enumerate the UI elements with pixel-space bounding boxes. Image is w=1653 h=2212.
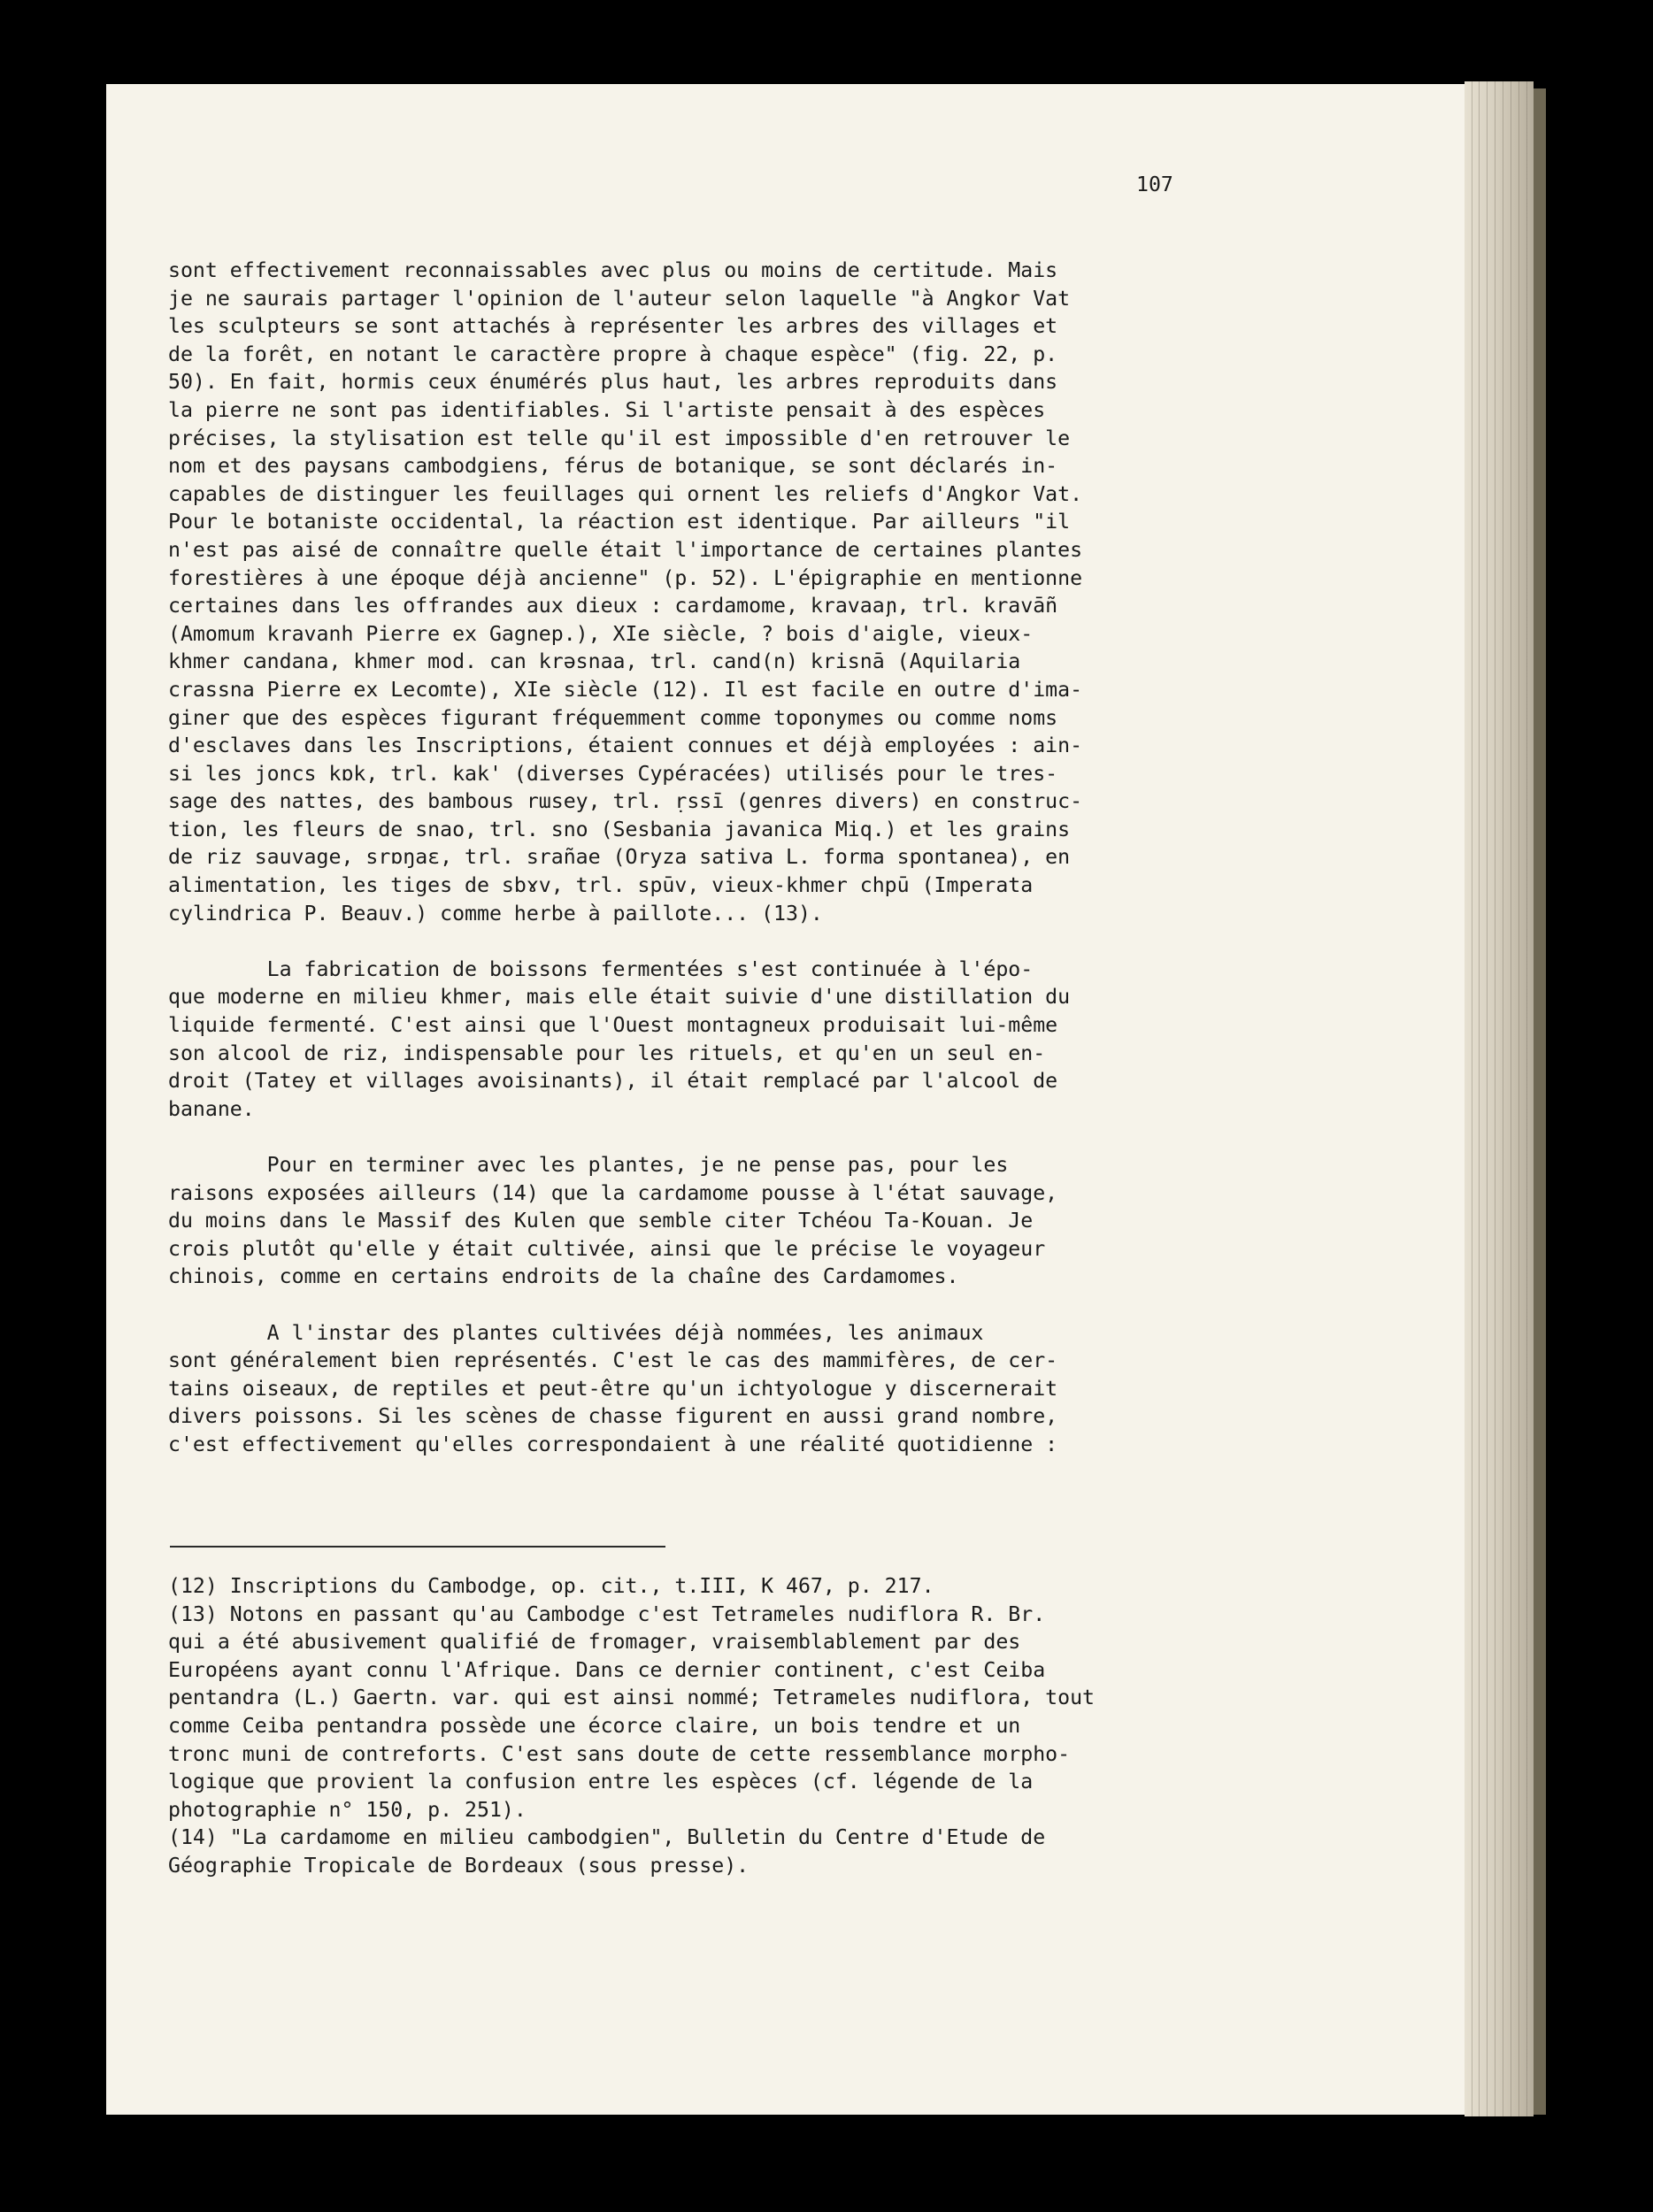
body-line: raisons exposées ailleurs (14) que la cardamome pousse à l'état sauvage, bbox=[168, 1180, 1058, 1205]
body-line: la pierre ne sont pas identifiables. Si l'artiste pensait à des espèces bbox=[168, 397, 1046, 422]
body-line: de riz sauvage, srɒŋaɛ, trl. srañae (Oryza sativa L. forma spontanea), en bbox=[168, 845, 1071, 870]
footnote-separator bbox=[170, 1546, 665, 1548]
body-line: (Amomum kravanh Pierre ex Gagnep.), XIe siècle, ? bois d'aigle, vieux- bbox=[168, 621, 1034, 646]
body-line: giner que des espèces figurant fréquemment comme toponymes ou comme noms bbox=[168, 705, 1058, 730]
body-line: khmer candana, khmer mod. can krəsnaa, trl. cand(n) krisnā (Aquilaria bbox=[168, 649, 1021, 674]
body-text bbox=[168, 257, 1082, 1459]
footnotes bbox=[168, 1572, 1095, 1880]
footnote-line: (14) "La cardamome en milieu cambodgien", Bulletin du Centre d'Etude de bbox=[168, 1825, 1046, 1850]
body-line: n'est pas aisé de connaître quelle était l'importance de certaines plantes bbox=[168, 537, 1083, 562]
book-spine bbox=[1534, 88, 1546, 2115]
body-line: sont généralement bien représentés. C'est le cas des mammifères, de cer- bbox=[168, 1348, 1058, 1373]
body-line: sont effectivement reconnaissables avec plus ou moins de certitude. Mais bbox=[168, 258, 1058, 282]
footnote-line: pentandra (L.) Gaertn. var. qui est ainsi nommé; Tetrameles nudiflora, tout bbox=[168, 1686, 1096, 1710]
footnote-line: (13) Notons en passant qu'au Cambodge c'est Tetrameles nudiflora R. Br. bbox=[168, 1601, 1046, 1626]
body-line: forestières à une époque déjà ancienne" (p. 52). L'épigraphie en mentionne bbox=[168, 565, 1083, 590]
body-line: liquide fermenté. C'est ainsi que l'Ouest montagneux produisait lui-même bbox=[168, 1013, 1058, 1038]
body-line: banane. bbox=[168, 1096, 255, 1121]
body-line: alimentation, les tiges de sbɤv, trl. spūv, vieux-khmer chpū (Imperata bbox=[168, 873, 1034, 898]
body-line: d'esclaves dans les Inscriptions, étaient connues et déjà employées : ain- bbox=[168, 733, 1083, 758]
body-line: du moins dans le Massif des Kulen que semble citer Tchéou Ta-Kouan. Je bbox=[168, 1209, 1034, 1233]
body-line: 50). En fait, hormis ceux énumérés plus haut, les arbres reproduits dans bbox=[168, 370, 1058, 395]
body-line: La fabrication de boissons fermentées s'est continuée à l'épo- bbox=[168, 956, 1034, 981]
page-number: 107 bbox=[1136, 173, 1173, 196]
page-edges bbox=[1465, 81, 1534, 2116]
body-line: précises, la stylisation est telle qu'il est impossible d'en retrouver le bbox=[168, 426, 1071, 450]
body-line: nom et des paysans cambodgiens, férus de botanique, se sont déclarés in- bbox=[168, 454, 1058, 479]
body-line: certaines dans les offrandes aux dieux : cardamome, kravaaɲ, trl. kravāñ bbox=[168, 594, 1058, 618]
footnote-line: Européens ayant connu l'Afrique. Dans ce dernier continent, c'est Ceiba bbox=[168, 1657, 1046, 1682]
paragraph-gap bbox=[168, 1123, 1082, 1151]
body-line: tion, les fleurs de snao, trl. sno (Sesbania javanica Miq.) et les grains bbox=[168, 817, 1071, 841]
body-line: A l'instar des plantes cultivées déjà nommées, les animaux bbox=[168, 1320, 984, 1345]
footnote-line: (12) Inscriptions du Cambodge, op. cit., t.III, K 467, p. 217. bbox=[168, 1574, 934, 1598]
footnote-line: logique que provient la confusion entre les espèces (cf. légende de la bbox=[168, 1770, 1034, 1794]
body-line: si les joncs kɒk, trl. kak' (diverses Cypéracées) utilisés pour le tres- bbox=[168, 761, 1058, 786]
body-line: droit (Tatey et villages avoisinants), il était remplacé par l'alcool de bbox=[168, 1069, 1058, 1094]
body-line: chinois, comme en certains endroits de la chaîne des Cardamomes. bbox=[168, 1264, 959, 1289]
body-line: capables de distinguer les feuillages qui ornent les reliefs d'Angkor Vat. bbox=[168, 481, 1083, 506]
body-line: les sculpteurs se sont attachés à représenter les arbres des villages et bbox=[168, 314, 1058, 339]
body-line: je ne saurais partager l'opinion de l'auteur selon laquelle "à Angkor Vat bbox=[168, 286, 1071, 311]
body-line: Pour en terminer avec les plantes, je ne pense pas, pour les bbox=[168, 1153, 1009, 1177]
body-line: crassna Pierre ex Lecomte), XIe siècle (12). Il est facile en outre d'ima- bbox=[168, 677, 1083, 702]
footnote-line: comme Ceiba pentandra possède une écorce claire, un bois tendre et un bbox=[168, 1713, 1021, 1738]
body-line: divers poissons. Si les scènes de chasse figurent en aussi grand nombre, bbox=[168, 1404, 1058, 1429]
paragraph-gap bbox=[168, 1291, 1082, 1319]
body-line: Pour le botaniste occidental, la réaction est identique. Par ailleurs "il bbox=[168, 510, 1071, 534]
body-line: de la forêt, en notant le caractère propre à chaque espèce" (fig. 22, p. bbox=[168, 342, 1058, 366]
footnote-line: photographie n° 150, p. 251). bbox=[168, 1797, 527, 1822]
body-line: crois plutôt qu'elle y était cultivée, ainsi que le précise le voyageur bbox=[168, 1236, 1046, 1261]
paragraph-gap bbox=[168, 927, 1082, 956]
body-line: que moderne en milieu khmer, mais elle était suivie d'une distillation du bbox=[168, 985, 1071, 1010]
footnote-line: Géographie Tropicale de Bordeaux (sous presse). bbox=[168, 1853, 750, 1878]
footnote-line: qui a été abusivement qualifié de fromager, vraisemblablement par des bbox=[168, 1630, 1021, 1655]
body-line: c'est effectivement qu'elles correspondaient à une réalité quotidienne : bbox=[168, 1432, 1058, 1456]
body-line: son alcool de riz, indispensable pour les rituels, et qu'en un seul en- bbox=[168, 1041, 1046, 1065]
body-line: tains oiseaux, de reptiles et peut-être qu'un ichtyologue y discernerait bbox=[168, 1376, 1058, 1401]
body-line: cylindrica P. Beauv.) comme herbe à paillote... (13). bbox=[168, 901, 823, 926]
footnote-line: tronc muni de contreforts. C'est sans doute de cette ressemblance morpho- bbox=[168, 1741, 1071, 1766]
body-line: sage des nattes, des bambous rɯsey, trl. ṛssī (genres divers) en construc- bbox=[168, 789, 1083, 814]
